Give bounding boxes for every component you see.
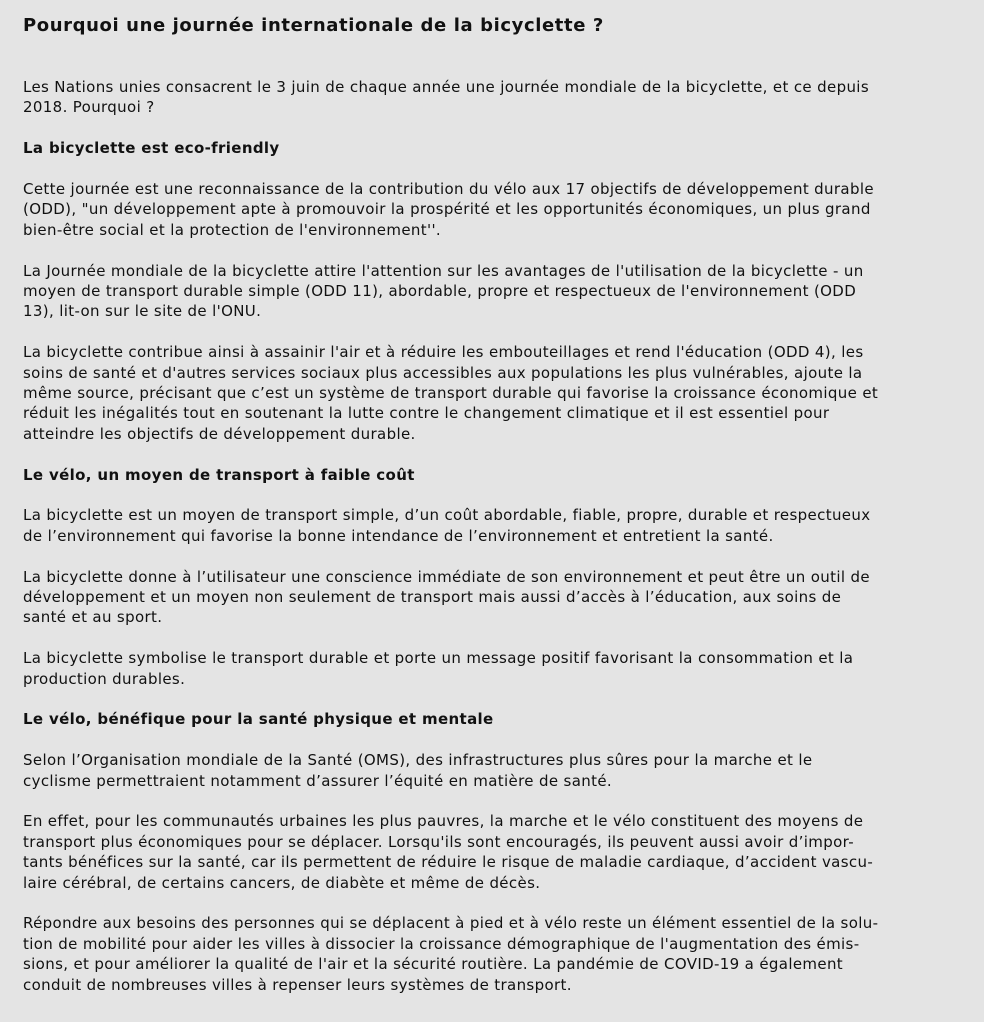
paragraph: La bicyclette est un moyen de transport simple, d’un coût abordable, fiable, propre, durable et respectueux de l’environnement qui favorise la bonne intendance de l’environnement et entretient la santé. [23,506,871,545]
article-title: Pourquoi une journée internationale de la bicyclette ? [23,15,604,36]
paragraph: La Journée mondiale de la bicyclette attire l'attention sur les avantages de l'utilisation de la bicyclette - un moyen de transport durable simple (ODD 11), abordable, propre et respectueux de l'environnement (ODD 13), lit-on sur le site de l'ONU. [23,261,864,321]
section-heading: Le vélo, bénéfique pour la santé physique et mentale [23,710,494,729]
section-heading: Le vélo, un moyen de transport à faible coût [23,465,415,484]
section-eco-friendly [23,138,968,444]
paragraph: Cette journée est une reconnaissance de la contribution du vélo aux 17 objectifs de développement durable (ODD), "un développement apte à promouvoir la prospérité et les opportunités économiques, un plus grand bien-être social et la protection de l'environnement''. [23,180,874,239]
paragraph: La bicyclette donne à l’utilisateur une conscience immédiate de son environnement et peut être un outil de développement et un moyen non seulement de transport mais aussi d’accès à l’éducation, aux soins de santé et au sport. [23,567,870,627]
section-health [23,709,968,995]
paragraph: Selon l’Organisation mondiale de la Santé (OMS), des infrastructures plus sûres pour la marche et le cyclisme permettraient notamment d’assurer l’équité en matière de santé. [23,751,813,790]
paragraph: Répondre aux besoins des personnes qui se déplacent à pied et à vélo reste un élément essentiel de la solu- tion de mobilité pour aider les villes à dissocier la croissance démographique de l'augmentation des émis- sions, et pour améliorer la qualité de l'air et la sécurité routière. La pandémie de COVID-19 a également conduit de nombreuses villes à repenser leurs systèmes de transport. [23,914,879,994]
section-low-cost [23,465,968,689]
paragraph: La bicyclette symbolise le transport durable et porte un message positif favorisant la consommation et la production durables. [23,649,854,688]
intro-paragraph: Les Nations unies consacrent le 3 juin de chaque année une journée mondiale de la bicyclette, et ce depuis 2018. Pourquoi ? [23,78,869,117]
paragraph: En effet, pour les communautés urbaines les plus pauvres, la marche et le vélo constituent des moyens de transport plus économiques pour se déplacer. Lorsqu'ils sont encouragés, ils peuvent aussi avoir d’impor- tants bénéfices sur la santé, car ils permettent de réduire le risque de maladie cardiaque, d’accident vascu- laire cérébral, de certains cancers, de diabète et même de décès. [23,812,874,892]
section-heading: La bicyclette est eco-friendly [23,139,280,158]
paragraph: La bicyclette contribue ainsi à assainir l'air et à réduire les embouteillages et rend l'éducation (ODD 4), les soins de santé et d'autres services sociaux plus accessibles aux populations les plus vulnérables, ajoute la même source, précisant que c’est un système de transport durable qui favorise la croissance économique et réduit les inégalités tout en soutenant la lutte contre le changement climatique et il est essentiel pour atteindre les objectifs de développement durable. [23,343,879,443]
